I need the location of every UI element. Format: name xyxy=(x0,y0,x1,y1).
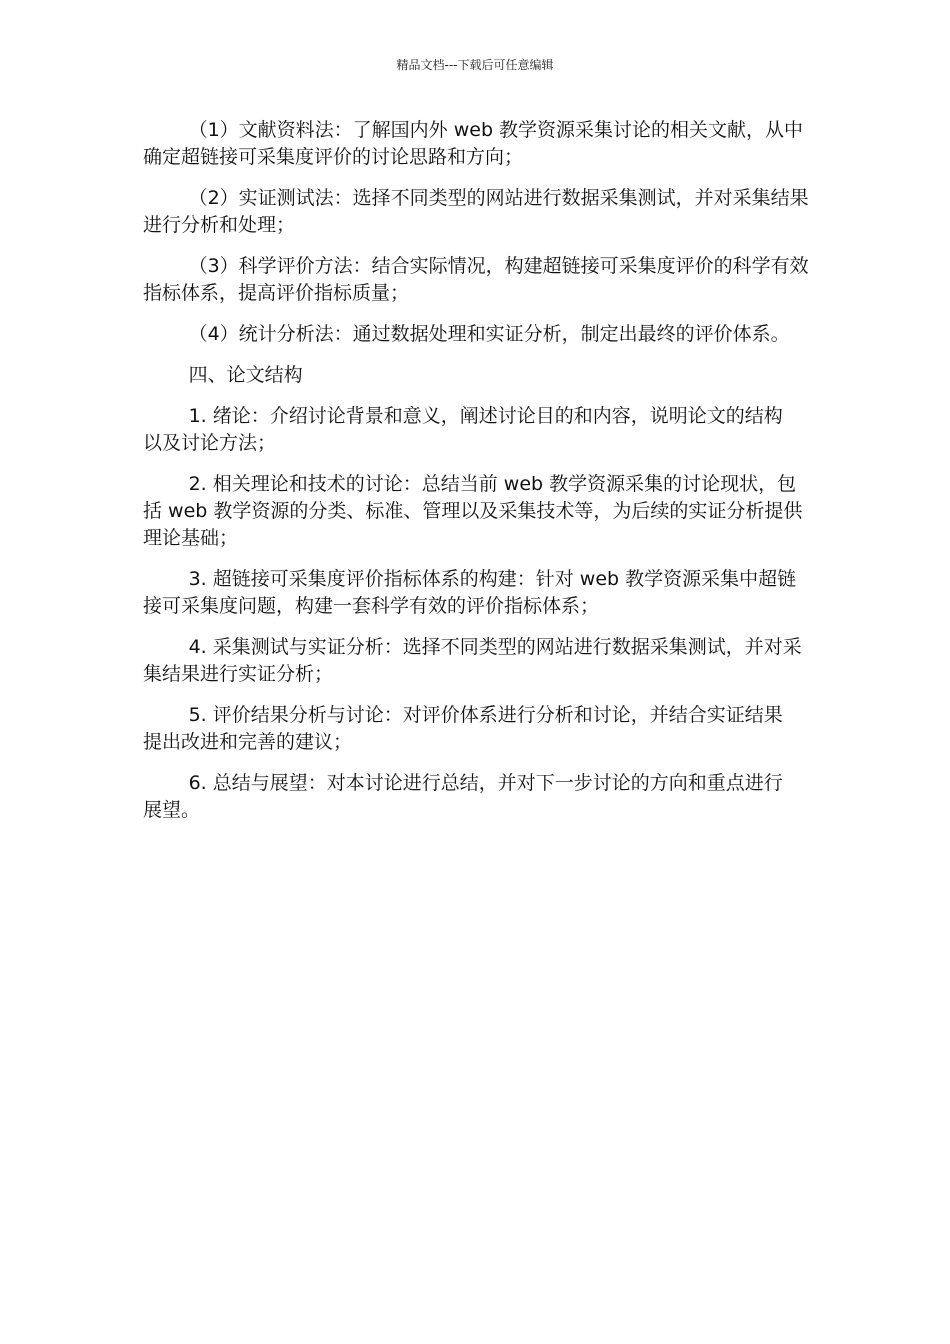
paragraph-structure-1: 1. 绪论：介绍讨论背景和意义，阐述讨论目的和内容，说明论文的结构以及讨论方法； xyxy=(143,405,783,454)
paragraph-structure-6: 6. 总结与展望：对本讨论进行总结，并对下一步讨论的方向和重点进行展望。 xyxy=(143,772,783,821)
paragraph-method-1: （1）文献资料法：了解国内外 web 教学资源采集讨论的相关文献，从中确定超链接可采集度评价的讨论思路和方向； xyxy=(143,119,804,168)
paragraph-method-2: （2）实证测试法：选择不同类型的网站进行数据采集测试，并对采集结果进行分析和处理； xyxy=(143,187,809,236)
page-header: 精品文档---下载后可任意编辑 xyxy=(396,58,554,72)
paragraph-method-4: （4）统计分析法：通过数据处理和实证分析，制定出最终的评价体系。 xyxy=(188,323,790,345)
paragraph-structure-5: 5. 评价结果分析与讨论：对评价体系进行分析和讨论，并结合实证结果提出改进和完善的建议； xyxy=(143,704,783,753)
paragraph-structure-4: 4. 采集测试与实证分析：选择不同类型的网站进行数据采集测试，并对采集结果进行实证分析； xyxy=(143,636,802,685)
paragraph-structure-3: 3. 超链接可采集度评价指标体系的构建：针对 web 教学资源采集中超链接可采集度问题，构建一套科学有效的评价指标体系； xyxy=(143,568,797,617)
document-body xyxy=(143,117,811,838)
paragraph-method-3: （3）科学评价方法：结合实际情况，构建超链接可采集度评价的科学有效指标体系，提高评价指标质量； xyxy=(143,255,809,304)
paragraph-structure-2: 2. 相关理论和技术的讨论：总结当前 web 教学资源采集的讨论现状，包括 web 教学资源的分类、标准、管理以及采集技术等，为后续的实证分析提供理论基础； xyxy=(143,473,803,549)
section-heading-structure: 四、论文结构 xyxy=(188,364,303,386)
